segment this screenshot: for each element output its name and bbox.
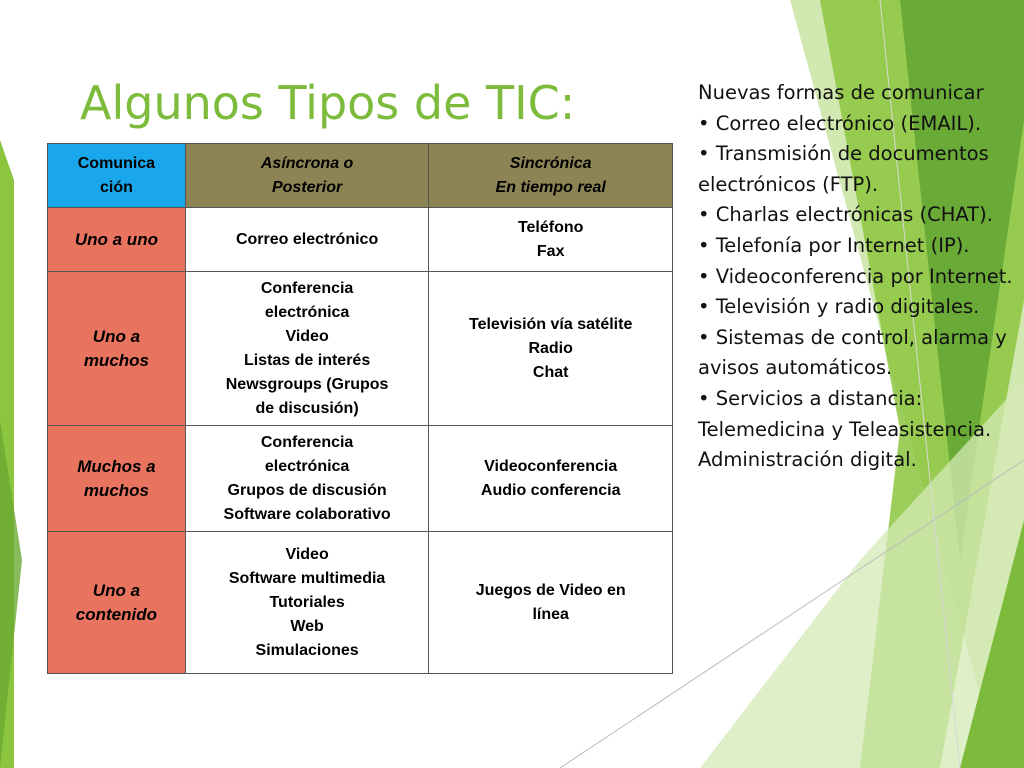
header-sincronica: Sincrónica En tiempo real bbox=[429, 144, 673, 208]
table-row bbox=[48, 532, 673, 674]
page-title: Algunos Tipos de TIC: bbox=[80, 76, 576, 130]
row-label-uno-a-contenido: Uno a contenido bbox=[48, 532, 186, 674]
list-item: • Videoconferencia por Internet. bbox=[698, 264, 1013, 288]
row-label-muchos-a-muchos: Muchos a muchos bbox=[48, 426, 186, 532]
table-row bbox=[48, 208, 673, 272]
header-asincrona: Asíncrona o Posterior bbox=[185, 144, 429, 208]
list-item: • Televisión y radio digitales. bbox=[698, 295, 980, 319]
list-heading: Nuevas formas de comunicar bbox=[698, 81, 984, 104]
tic-table bbox=[47, 143, 673, 674]
row-label-uno-a-muchos: Uno a muchos bbox=[48, 272, 186, 426]
cell-async-uno-a-contenido: Video Software multimedia Tutoriales Web Simulaciones bbox=[185, 532, 429, 674]
cell-sync-uno-a-muchos: Televisión vía satélite Radio Chat bbox=[429, 272, 673, 426]
list-item: • Telefonía por Internet (IP). bbox=[698, 233, 970, 257]
list-item: • Transmisión de documentos electrónicos (FTP). bbox=[698, 142, 989, 196]
list-item: • Charlas electrónicas (CHAT). bbox=[698, 203, 993, 227]
table-header-row bbox=[48, 144, 673, 208]
list-item: • Correo electrónico (EMAIL). bbox=[698, 111, 982, 135]
row-label-uno-a-uno: Uno a uno bbox=[48, 208, 186, 272]
list-item: • Sistemas de control, alarma y avisos automáticos. bbox=[698, 325, 1007, 380]
cell-sync-uno-a-uno: Teléfono Fax bbox=[429, 208, 673, 272]
header-comunicacion: Comunica ción bbox=[48, 144, 186, 208]
cell-async-uno-a-muchos: Conferencia electrónica Video Listas de interés Newsgroups (Grupos de discusión) bbox=[185, 272, 429, 426]
tic-bullet-list bbox=[698, 78, 1016, 476]
cell-async-uno-a-uno: Correo electrónico bbox=[185, 208, 429, 272]
cell-async-muchos-a-muchos: Conferencia electrónica Grupos de discusión Software colaborativo bbox=[185, 426, 429, 532]
cell-sync-uno-a-contenido: Juegos de Video en línea bbox=[429, 532, 673, 674]
list-item: • Servicios a distancia: Telemedicina y Teleasistencia. Administración digital. bbox=[698, 386, 992, 472]
table-row bbox=[48, 272, 673, 426]
table-row bbox=[48, 426, 673, 532]
cell-sync-muchos-a-muchos: Videoconferencia Audio conferencia bbox=[429, 426, 673, 532]
